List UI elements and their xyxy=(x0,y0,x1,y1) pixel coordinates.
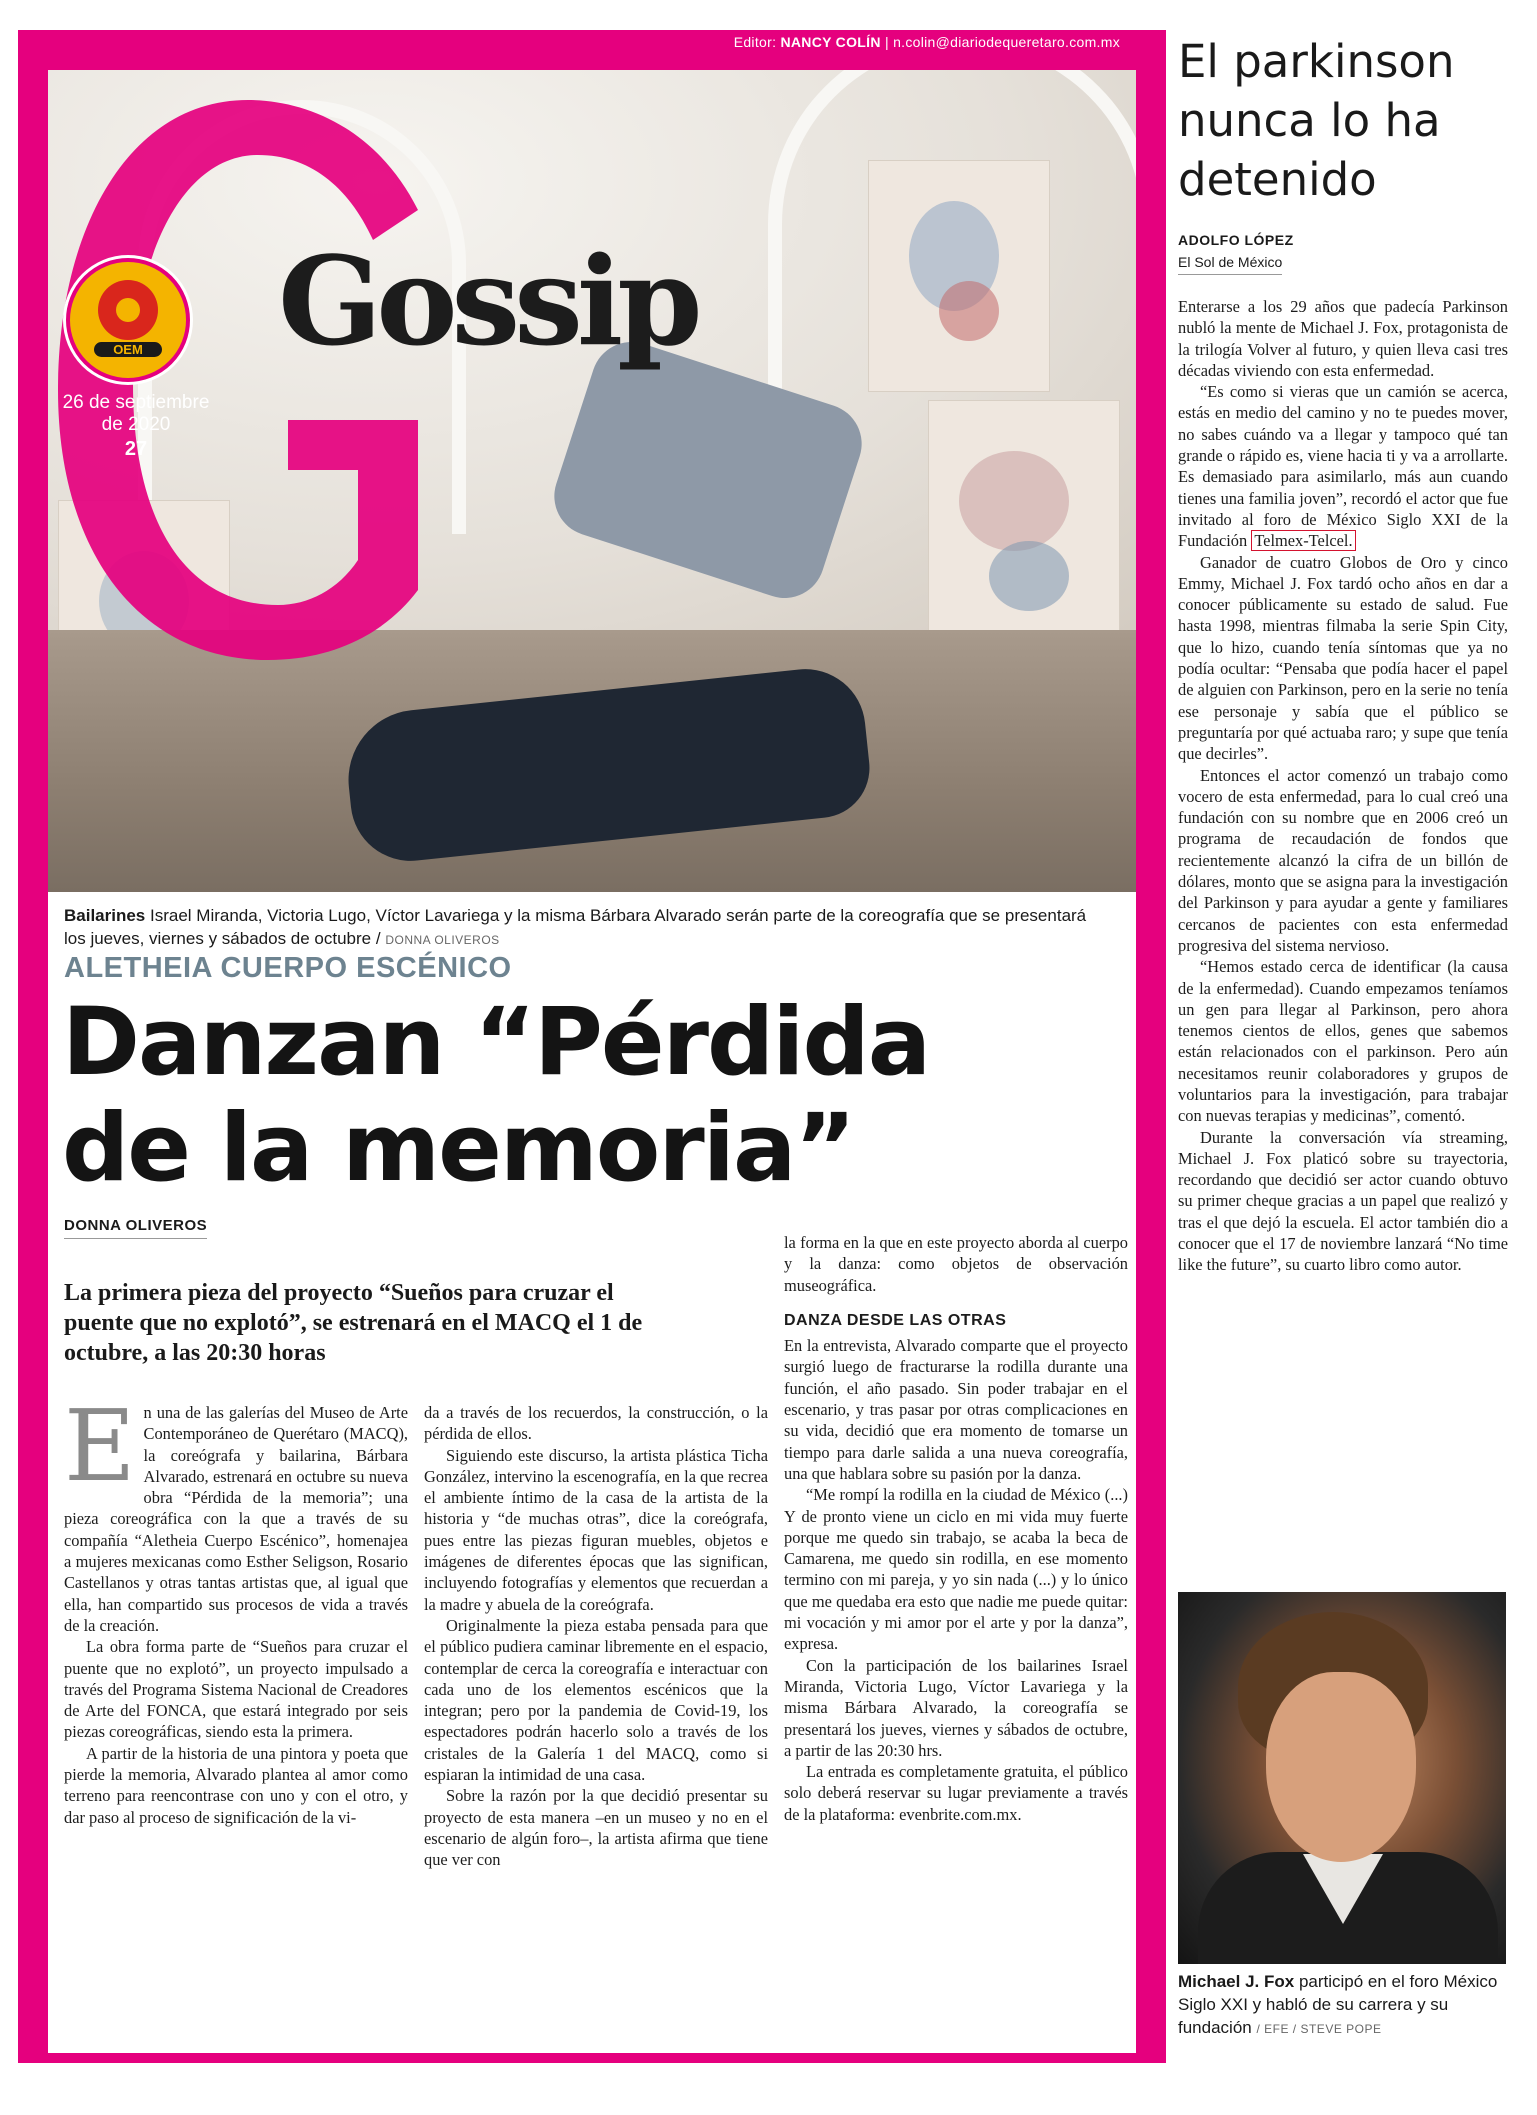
paragraph: Originalmente la pieza estaba pensada para que el público pudiera caminar libremente en el espacio, contemplar de cerca la coreografía e interactuar con cada uno de los elementos escénicos que la integran; pero por la pandemia de Covid-19, los espectadores podrán hacerlo solo a través de los cristales de la Galería 1 del MACQ, como si espiaran la intimidad de una casa. xyxy=(424,1615,768,1785)
sidebar-body xyxy=(1178,296,1508,1276)
michael-j-fox-photo xyxy=(1178,1592,1506,1964)
magenta-frame xyxy=(18,30,1166,2063)
paragraph: “Me rompí la rodilla en la ciudad de México (...) Y de pronto viene un ciclo en mi vida muy fuerte porque me quedo sin trabajo, se acaba la beca de Camarena, me quedo sin rodilla, en ese momento termino con mi pareja, y yo sin nada (...) y lo único que me quedaba era esto que nadie me puede quitar: mi vocación y mi amor por el arte y por la danza”, expresa. xyxy=(784,1485,1128,1654)
article-kicker: ALETHEIA CUERPO ESCÉNICO xyxy=(64,952,512,984)
paragraph: Siguiendo este discurso, la artista plástica Ticha González, intervino la escenografía, en la que recrea el ambiente íntimo de la casa de la artista de la historia y “de muchas otras”, dice la coreógrafa, pues entre las piezas figuran muebles, objetos e imágenes de diferentes épocas que las significan, incluyendo fotografías y elementos que recuerdan a la madre y abuela de la coreógrafa. xyxy=(424,1445,768,1614)
editor-email[interactable]: n.colin@diariodequeretaro.com.mx xyxy=(893,34,1120,50)
article-column-1 xyxy=(64,1390,408,1828)
painting xyxy=(868,160,1050,392)
sidebar-photo-caption: Michael J. Fox participó en el foro México Siglo XXI y habló de su carrera y su fundación / EFE / STEVE POPE xyxy=(1178,1972,1498,2037)
article-deck: La primera pieza del proyecto “Sueños para cruzar el puente que no explotó”, se estrenará en el MACQ el 1 de octubre, a las 20:30 horas xyxy=(64,1280,643,1366)
photo-credit: / EFE / STEVE POPE xyxy=(1256,2022,1382,2036)
paragraph: En la entrevista, Alvarado comparte que el proyecto surgió luego de fracturarse la rodilla durante una función, el año pasado. Sin poder trabajar en el escenario, y tras pasar por otras complicaciones en su vida, decidió que era momento de tomarse un tiempo para darle salida a una nueva coreografía, una que hablara sobre su pasión por la danza. xyxy=(784,1336,1128,1483)
article-column-2 xyxy=(424,1402,768,1871)
editor-name: NANCY COLÍN xyxy=(780,34,881,50)
paragraph: Ganador de cuatro Globos de Oro y cinco Emmy, Michael J. Fox tardó ocho años en dar a conocer públicamente su estado de salud. Fue hasta 1998, mientras filmaba la serie Spin City, que lo hizo, cuando tenía síntomas que ya no podía ocultar: “Pensaba que podía hacer el papel de alguien con Parkinson, pero en la serie no tenía ese personaje y sabía que el público se preguntaría por qué actuaba raro; y supe que tenía que decirles”. xyxy=(1178,552,1508,764)
article-subhead: DANZA DESDE LAS OTRAS xyxy=(784,1311,1007,1329)
article-headline: Danzan “Pérdida de la memoria” xyxy=(62,988,930,1203)
paragraph: “Hemos estado cerca de identificar (la causa de la enfermedad). Cuando empezamos teníamos un gen para llegar al Parkinson, pero ahora tenemos cientos de ellos, genes que sabemos están relacionados con el parkinson. Pero aún necesitamos reunir colaboradores y grupos de voluntarios para la investigación, para trabajar con nuevas terapias y medicinas”, comentó. xyxy=(1178,957,1508,1126)
sidebar-outlet: El Sol de México xyxy=(1178,254,1282,275)
editor-credit: Editor: NANCY COLÍN | n.colin@diariodequeretaro.com.mx xyxy=(733,34,1120,50)
paragraph: Enterarse a los 29 años que padecía Parkinson nubló la mente de Michael J. Fox, protagonista de la trilogía Volver al futuro, y quien lleva casi tres décadas viviendo con esta enfermedad. xyxy=(1178,297,1508,380)
photo-caption: Bailarines Israel Miranda, Victoria Lugo, Víctor Lavariega y la misma Bárbara Alvarado serán parte de la coreografía que se presentará los jueves, viernes y sábados de octubre / DONNA OLIVEROS xyxy=(64,906,1087,948)
main-panel xyxy=(48,70,1136,2053)
paragraph: La entrada es completamente gratuita, el público solo deberá reservar su lugar previamente a través de la plataforma: evenbrite.com.mx. xyxy=(784,1762,1128,1824)
paragraph: A partir de la historia de una pintora y poeta que pierde la memoria, Alvarado plantea al amor como terreno para reencontrase con uno y con el otro, y dar paso al proceso de significación de la vi- xyxy=(64,1743,408,1827)
paragraph: la forma en la que en este proyecto aborda al cuerpo y la danza: como objetos de observación museográfica. xyxy=(784,1233,1128,1295)
article-byline: DONNA OLIVEROS xyxy=(64,1217,207,1239)
paragraph: “Es como si vieras que un camión se acerca, estás en medio del camino y no te puedes mover, no sabes cuándo va a llegar y tampoco qué tan grande o rápido es, viene hacia ti y va a arrollarte. Es demasiado para asimilarlo, más aun cuando tienes una familia joven”, recordó el actor que fue invitado al foro de México Siglo XXI de la Fundación Telmex-Telcel. xyxy=(1178,382,1508,551)
publication-date: 26 de septiembre de 2020 xyxy=(62,392,210,435)
paragraph: En una de las galerías del Museo de Arte Contemporáneo de Querétaro (MACQ), la coreógrafa y bailarina, Bárbara Alvarado, estrenará en octubre su nueva obra “Pérdida de la memoria”; una pieza coreográfica con la que a través de su compañía “Aletheia Cuerpo Escénico”, homenajea a mujeres mexicanas como Esther Seligson, Rosario Castellanos y otras tantas artistas que, al igual que ella, han compartido sus procesos de vida a través de la creación. xyxy=(64,1390,408,1635)
dancers-photo xyxy=(48,70,1136,892)
highlighted-text: Telmex-Telcel. xyxy=(1251,530,1355,551)
photo-credit: DONNA OLIVEROS xyxy=(385,933,500,947)
sun-icon xyxy=(98,280,158,340)
section-title: Gossip xyxy=(278,229,697,373)
paragraph: La obra forma parte de “Sueños para cruzar el puente que no explotó”, un proyecto impulsado a través del Programa Sistema Nacional de Creadores de Arte del FONCA, que estará integrado por seis piezas coreográficas, siendo esta la primera. xyxy=(64,1637,408,1742)
article-column-3 xyxy=(784,1232,1128,1825)
paragraph: Con la participación de los bailarines Israel Miranda, Victoria Lugo, Víctor Lavariega y la misma Bárbara Alvarado, la coreografía se presentará los jueves, viernes y sábados de octubre, a partir de las 20:30 hrs. xyxy=(784,1655,1128,1760)
painting xyxy=(928,400,1120,652)
sidebar-author: ADOLFO LÓPEZ xyxy=(1178,232,1294,248)
drop-cap: E xyxy=(64,1390,136,1504)
sidebar-headline: El parkinson nunca lo ha detenido xyxy=(1178,35,1455,206)
paragraph: Durante la conversación vía streaming, Michael J. Fox platicó sobre su trayectoria, recordando que decidió ser actor cuando obtuvo su primer cheque gracias a un papel que realizó y tras el que dejó la escuela. El actor también dio a conocer que el 17 de noviembre lanzará “No time like the future”, su cuarto libro como autor. xyxy=(1178,1127,1508,1275)
paragraph: da a través de los recuerdos, la construcción, o la pérdida de ellos. xyxy=(424,1403,768,1444)
oem-logo: OEM xyxy=(66,258,190,382)
paragraph: Entonces el actor comenzó un trabajo como vocero de esta enfermedad, para lo cual creó una fundación con su nombre que en 2006 creó un programa de recaudación de fondos que recientemente alcanzó la cifra de un billón de dólares, monto que se asigna para la investigación del Parkinson y para ayudar a gente y familiares cercanos de pacientes con esta enfermedad progresiva del sistema nervioso. xyxy=(1178,765,1508,955)
paragraph: Sobre la razón por la que decidió presentar su proyecto de esta manera –en un museo y no en el escenario de algún foro–, la artista afirma que tiene que ver con xyxy=(424,1786,768,1870)
page-number: 27 xyxy=(124,438,148,460)
